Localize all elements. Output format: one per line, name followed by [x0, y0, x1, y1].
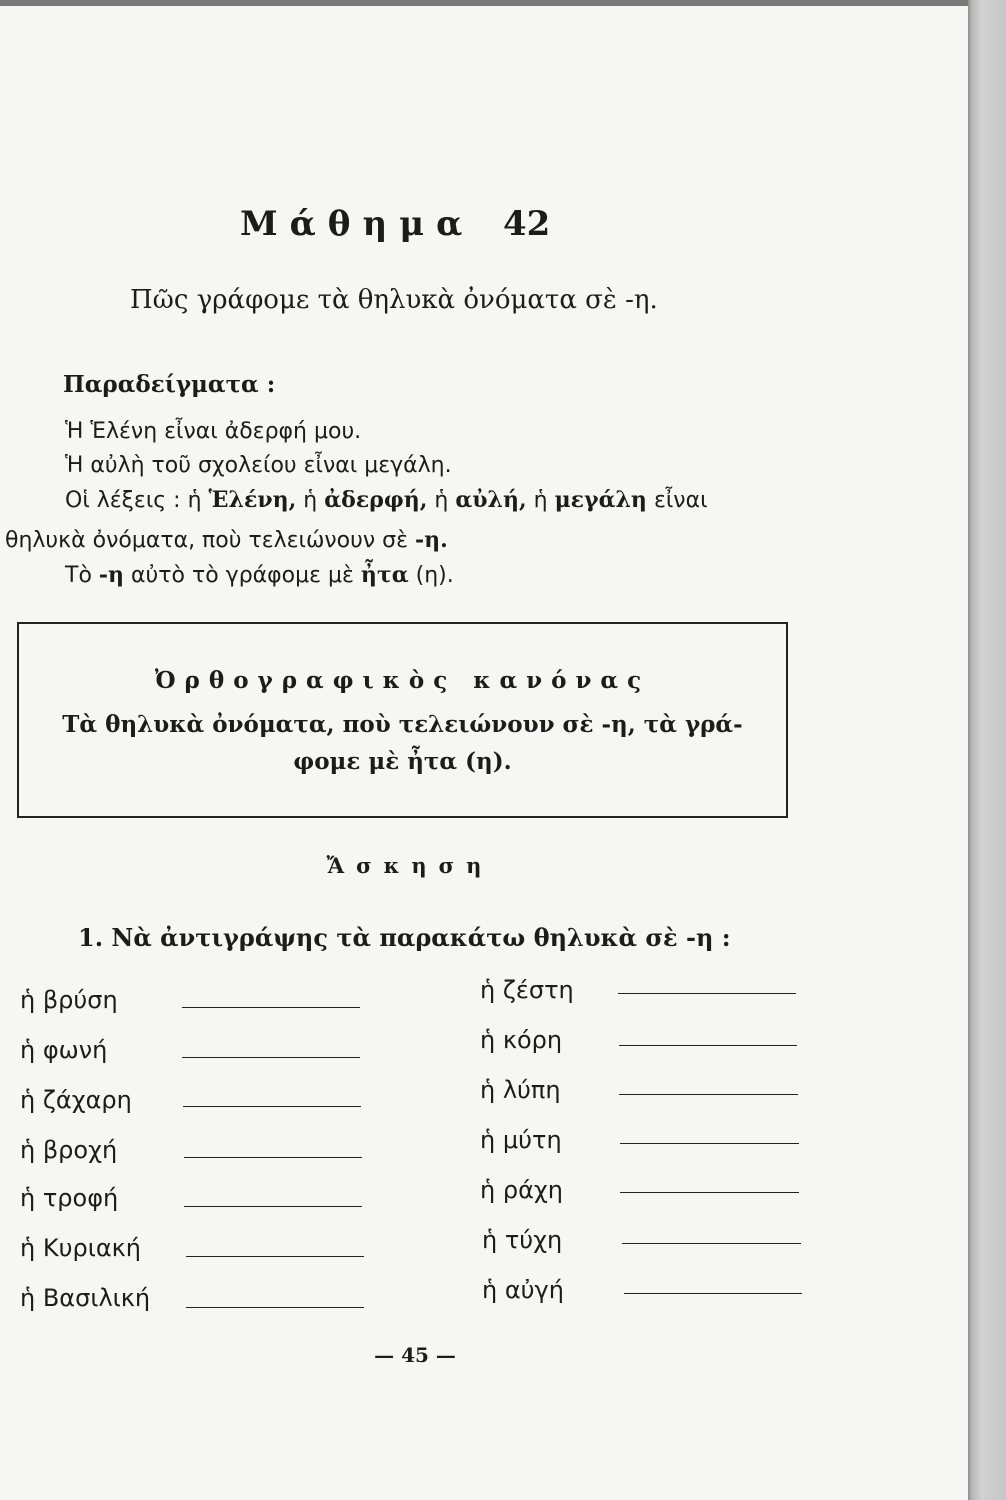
example-sentence-4 [5, 525, 448, 556]
word-left-4: ἡ βροχή [20, 1136, 118, 1164]
example-sentence-2: Ἡ αὐλὴ τοῦ σχολείου εἶναι μεγάλη. [65, 453, 452, 478]
blank-line [619, 1094, 798, 1095]
bold-word: Ἑλένη, [208, 487, 297, 513]
word-left-1: ἡ βρύση [20, 986, 118, 1014]
exercise-heading: Ἄσκηση [326, 853, 494, 878]
word-left-6: ἡ Κυριακή [20, 1234, 141, 1262]
blank-line [184, 1157, 362, 1158]
article: ἡ [303, 488, 318, 513]
page-number: — 45 — [374, 1343, 456, 1367]
article: ἡ [187, 488, 202, 513]
word-right-5: ἡ ράχη [480, 1176, 563, 1204]
sentence-text: (η). [415, 563, 454, 588]
blank-line [619, 1045, 797, 1046]
page-right-edge-shadow [968, 0, 1006, 1500]
exercise-instruction: 1. Νὰ ἀντιγράψης τὰ παρακάτω θηλυκὰ σὲ -η : [78, 923, 731, 952]
word-right-6: ἡ τύχη [482, 1226, 563, 1254]
rule-heading: Ὀρθογραφικὸς κανόνας [154, 667, 651, 694]
bold-word: αὐλή, [455, 487, 527, 513]
bold-word: ἀδερφή, [324, 487, 428, 513]
word-left-7: ἡ Βασιλική [20, 1284, 151, 1312]
blank-line [182, 1057, 360, 1058]
article: ἡ [434, 488, 449, 513]
blank-line [618, 993, 796, 994]
example-sentence-5 [65, 560, 454, 591]
bold-word: μεγάλη [554, 487, 647, 513]
blank-line [183, 1106, 361, 1107]
example-sentence-1: Ἡ Ἑλένη εἶναι ἀδερφή μου. [65, 419, 362, 444]
words-intro: Οἱ λέξεις : [65, 488, 181, 513]
word-right-1: ἡ ζέστη [480, 976, 574, 1004]
sentence-text: θηλυκὰ ὀνόματα, ποὺ τελειώνουν σὲ [5, 528, 408, 553]
rule-line-2: φομε μὲ ἦτα (η). [293, 748, 512, 775]
ending-eta: -η. [415, 527, 448, 553]
lesson-number: 42 [503, 204, 551, 244]
ending-eta: -η [98, 562, 125, 588]
spelling-rule-box [17, 622, 788, 818]
lesson-subtitle: Πῶς γράφομε τὰ θηλυκὰ ὀνόματα σὲ -η. [130, 285, 658, 315]
rule-line-1: Τὰ θηλυκὰ ὀνόματα, ποὺ τελειώνουν σὲ -η, τὰ γρά- [62, 711, 743, 738]
blank-line [620, 1192, 799, 1193]
blank-line [186, 1307, 364, 1308]
word-right-2: ἡ κόρη [480, 1026, 563, 1054]
blank-line [624, 1293, 802, 1294]
blank-line [182, 1007, 360, 1008]
word-left-2: ἡ φωνή [20, 1036, 108, 1064]
word-right-3: ἡ λύπη [480, 1076, 561, 1104]
page-top-edge [0, 0, 968, 6]
word-right-4: ἡ μύτη [480, 1126, 562, 1154]
blank-line [622, 1243, 801, 1244]
word-right-7: ἡ αὐγή [482, 1276, 564, 1304]
word-left-5: ἡ τροφή [20, 1184, 119, 1212]
article: ἡ [533, 488, 548, 513]
blank-line [186, 1256, 364, 1257]
eta-word: ἦτα [360, 562, 409, 588]
blank-line [184, 1206, 362, 1207]
blank-line [620, 1143, 799, 1144]
sentence-text: αὐτὸ τὸ γράφομε μὲ [131, 563, 354, 588]
lesson-title: Μάθημα [240, 204, 475, 244]
sentence-text: Τὸ [65, 563, 92, 588]
examples-heading: Παραδείγματα : [63, 371, 276, 398]
example-sentence-3 [65, 485, 708, 516]
words-tail: εἶναι [653, 488, 708, 513]
word-left-3: ἡ ζάχαρη [20, 1086, 132, 1114]
